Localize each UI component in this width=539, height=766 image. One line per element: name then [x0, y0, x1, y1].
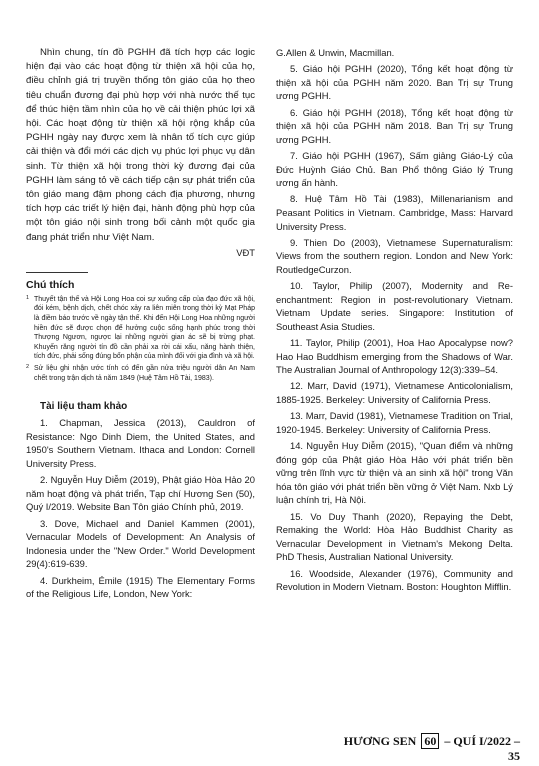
footnote-number: 1 — [26, 294, 30, 301]
reference-item: 5. Giáo hội PGHH (2020), Tổng kết hoạt động từ thiện xã hội của PGHH năm 2020. Ban Trị sự Trung ương PGHH. — [276, 63, 513, 102]
reference-item: 16. Woodside, Alexander (1976), Community and Revolution in Modern Vietnam. Boston: Houghton Mifflin. — [276, 567, 513, 593]
footnote-item — [26, 364, 255, 383]
reference-item: 8. Huệ Tâm Hồ Tài (1983), Millenarianism and Peasant Politics in Vietnam. Cambridge, Mass: Harvard University Press. — [276, 193, 513, 232]
issue-number: 60 — [421, 733, 439, 749]
notes-heading: Chú thích — [26, 272, 88, 291]
footnote-item — [26, 295, 255, 362]
footnote-text: Thuyết tận thế và Hội Long Hoa coi sự xuống cấp của đạo đức xã hội, đói kém, bệnh dịch, chết chóc xảy ra liên miên trong thời kỳ Mạt Pháp là điềm báo trước về ngày tận thế. Khi đến Hội Long Hoa những người hiền đức sẽ được chọn để hưởng cuộc sống hạnh phúc trong thời Thượng Ngươn, ngược lại những người gian ác sẽ bị trừng phạt. Khuyến răng người tín đồ cần phải xa rời cái xấu, năng hành thiện, tích đức, phải sống đúng bổn phận của mình đối với gia đình và xã hội. — [34, 295, 255, 361]
reference-item: 12. Marr, David (1971), Vietnamese Anticolonialism, 1885-1925. Berkeley: University of California Press. — [276, 380, 513, 405]
author-signature: VĐT — [236, 246, 255, 258]
left-column — [26, 46, 255, 603]
reference-item: 10. Taylor, Philip (2007), Modernity and Re-enchantment: Region in post-revolutionary Vietnam. Vietnam Update series. Singapore: Institution of Southeast Asia Studies. — [276, 280, 513, 332]
right-column — [276, 46, 513, 596]
reference-item: 1. Chapman, Jessica (2013), Cauldron of Resistance: Ngo Dinh Diem, the United States, and 1950's Southern Vietnam. Ithaca and London: Cornell University Press. — [26, 417, 255, 469]
reference-item: 2. Nguyễn Huy Diễm (2019), Phật giáo Hòa Hảo 20 năm hoạt động và phát triển, Tạp chí Hương Sen (50), Quý I/2019. Website Ban Tôn giáo Chính phủ, 2019. — [26, 474, 255, 513]
references-heading: Tài liệu tham khảo — [40, 401, 128, 413]
reference-continuation: G.Allen & Unwin, Macmillan. — [276, 47, 395, 58]
footnotes-list — [26, 295, 255, 383]
reference-item: 11. Taylor, Philip (2001), Hoa Hao Apocalypse now? Hao Hao Buddhism emerging from the Shadows of War. The Australian Journal of Anthropology 12(3):339–54. — [276, 337, 513, 376]
reference-item: 7. Giáo hội PGHH (1967), Sấm giảng Giáo-Lý của Đức Huỳnh Giáo Chủ. Ban Phổ thông Giáo lý Trung ương ấn hành. — [276, 149, 513, 189]
footnote-text: Sử liệu ghi nhận ước tính có đến gần nửa triệu người dân An Nam chết trong trận dịch tả năm 1849 (Huệ Tâm Hồ Tài, 1983). — [34, 365, 255, 382]
reference-item: 3. Dove, Michael and Daniel Kammen (2001), Vernacular Models of Development: An Analysis of Indonesia under the "New Order." World Development 29(4):619-639. — [26, 517, 255, 570]
reference-item: 13. Marr, David (1981), Vietnamese Tradition on Trial, 1920-1945. Berkeley: University of California Press. — [276, 410, 513, 435]
page-number: 35 — [508, 749, 520, 763]
reference-item: 9. Thien Do (2003), Vietnamese Supernaturalism: Views from the southern region. London and New York: RoutledgeCurzon. — [276, 236, 513, 275]
issue-period: – QUÍ I/2022 – — [444, 734, 520, 748]
reference-item: 6. Giáo hội PGHH (2018), Tổng kết hoạt động từ thiện xã hội của PGHH năm 2018. Ban Trị sự Trung ương PGHH. — [276, 106, 513, 145]
references-list-left — [26, 416, 255, 601]
journal-name: HƯƠNG SEN — [343, 734, 417, 748]
reference-item: 15. Vo Duy Thanh (2020), Repaying the Debt, Remaking the World: Hòa Hảo Buddhist Charity as Vernacular Development in Vietnam's Mekong Delta. PhD Thesis, Australian National University. — [276, 510, 513, 563]
reference-item: 14. Nguyễn Huy Diễm (2015), "Quan điểm và những đóng góp của Phật giáo Hòa Hảo với phát triển bền vững trên lĩnh vực từ thiện và an sinh xã hội" trong Văn hóa tôn giáo với phát triển bền vững ở Việt Nam. Nxb Lý luận chính trị, Hà Nội. — [276, 439, 513, 506]
page-footer — [330, 734, 520, 764]
reference-item: 4. Durkheim, Émile (1915) The Elementary Forms of the Religious Life, London, New York: — [26, 574, 255, 600]
footnote-number: 2 — [26, 364, 30, 370]
conclusion-paragraph: Nhìn chung, tín đồ PGHH đã tích hợp các logic hiện đại vào các hoạt động từ thiện xã hội của họ, điều chỉnh giá trị truyền thống tôn giáo của họ theo tiêu chuẩn đương đại phù hợp với nhà nước thế tục để thúc hiện tầm nhìn của họ về cải thiện phúc lợi xã hội. Các hoạt động từ thiện xã hội rộng khắp của PGHH ngày nay được xem là nhân tố tích cực giúp cải thiện và đổi mới các dịch vụ phúc lợi phục vụ dân sinh. Từ thiện xã hội trong thời kỳ đương đại của PGHH làm sáng tỏ về cách tiếp cận sự phát triển của tôn giáo mang đậm phong cách địa phương, nhưng tích hợp các triết lý hiện đại, hành động phù hợp của một tôn giáo nội sinh trong bối cảnh một quốc gia đang phát triển như Việt Nam. — [26, 47, 255, 243]
